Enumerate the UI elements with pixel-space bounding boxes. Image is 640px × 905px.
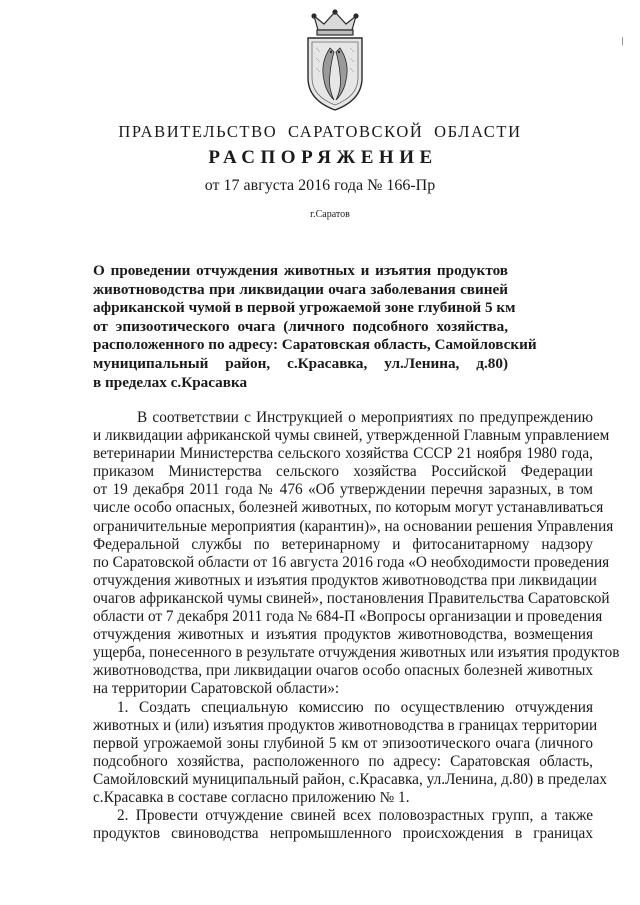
body-line: отчуждения животных и изъятия продуктов животноводства, возмещения (93, 626, 593, 644)
body-line: продуктов свиноводства непромышленного происхождения в границах (93, 825, 593, 843)
body-line: Федеральной службы по ветеринарному и фитосанитарному надзору (93, 535, 593, 553)
body-line: и ликвидации африканской чумы свиней, утвержденной Главным управлением (93, 427, 610, 445)
body-line: области от 7 декабря 2011 года № 684-П «Вопросы организации и проведения (93, 608, 603, 626)
government-name: ПРАВИТЕЛЬСТВО САРАТОВСКОЙ ОБЛАСТИ (118, 122, 522, 141)
body-line: животных и (или) изъятия продуктов животноводства в границах территории (93, 716, 598, 734)
subject-line: расположенного по адресу: Саратовская область, Самойловский (93, 336, 537, 354)
subject-line: африканской чумой в первой угрожаемой зоне глубиной 5 км (93, 299, 516, 317)
body-line: 2. Провести отчуждение свиней всех половозрастных групп, а также (117, 807, 593, 825)
body-line: В соответствии с Инструкцией о мероприятиях по предупреждению (137, 409, 593, 426)
document-body (93, 409, 620, 843)
body-line: первой угрожаемой зоны глубиной 5 км от эпизоотического очага (личного (93, 734, 593, 752)
subject-line: О проведении отчуждения животных и изъятия продуктов (93, 262, 508, 279)
body-line: по Саратовской области от 16 августа 2016 года «О необходимости проведения (93, 553, 610, 571)
body-line: животноводства, при ликвидации очагов особо опасных болезней животных (93, 662, 593, 680)
subject-line: в пределах с.Красавка (93, 373, 248, 391)
body-line: с.Красавка в составе согласно приложению № 1. (93, 788, 410, 806)
body-line: очагов африканской чумы свиней», постановления Правительства Саратовской (93, 589, 610, 607)
document-type: РАСПОРЯЖЕНИЕ (208, 147, 438, 168)
subject-line: муниципальный район, с.Красавка, ул.Ленина, д.80) (93, 354, 508, 372)
subject-line: от эпизоотического очага (личного подсобного хозяйства, (93, 317, 508, 335)
body-line: приказом Министерства сельского хозяйства Российской Федерации (93, 463, 593, 481)
corner-mark: / (618, 33, 627, 49)
body-line: ограничительные мероприятия (карантин)», на основании решения Управления (93, 517, 614, 535)
body-line: 1. Создать специальную комиссию по осуществлению отчуждения (117, 698, 593, 716)
body-line: отчуждения животных и изъятия продуктов животноводства при ликвидации (93, 571, 597, 589)
body-line: ущерба, понесенного в результате отчуждения животных или изъятия продуктов (93, 644, 620, 662)
body-line: ветеринарии Министерства сельского хозяйства СССР 21 ноября 1980 года, (93, 445, 593, 463)
document-city: г.Саратов (310, 209, 350, 220)
subject-line: животноводства при ликвидации очага заболевания свиней (93, 280, 508, 298)
document-date-number: от 17 августа 2016 года № 166-Пр (204, 177, 436, 194)
body-line: от 19 декабря 2011 года № 476 «Об утверждении перечня заразных, в том (93, 481, 593, 499)
body-line: подсобного хозяйства, расположенного по адресу: Саратовская область, (93, 752, 593, 770)
body-line: Самойловский муниципальный район, с.Красавка, ул.Ленина, д.80) в пределах (93, 770, 608, 788)
body-line: числе особо опасных, болезней животных, по которым могут устанавливаться (93, 499, 604, 517)
body-line: на территории Саратовской области»: (93, 680, 340, 698)
coat-of-arms-icon (290, 8, 380, 114)
document-subject (93, 262, 537, 392)
